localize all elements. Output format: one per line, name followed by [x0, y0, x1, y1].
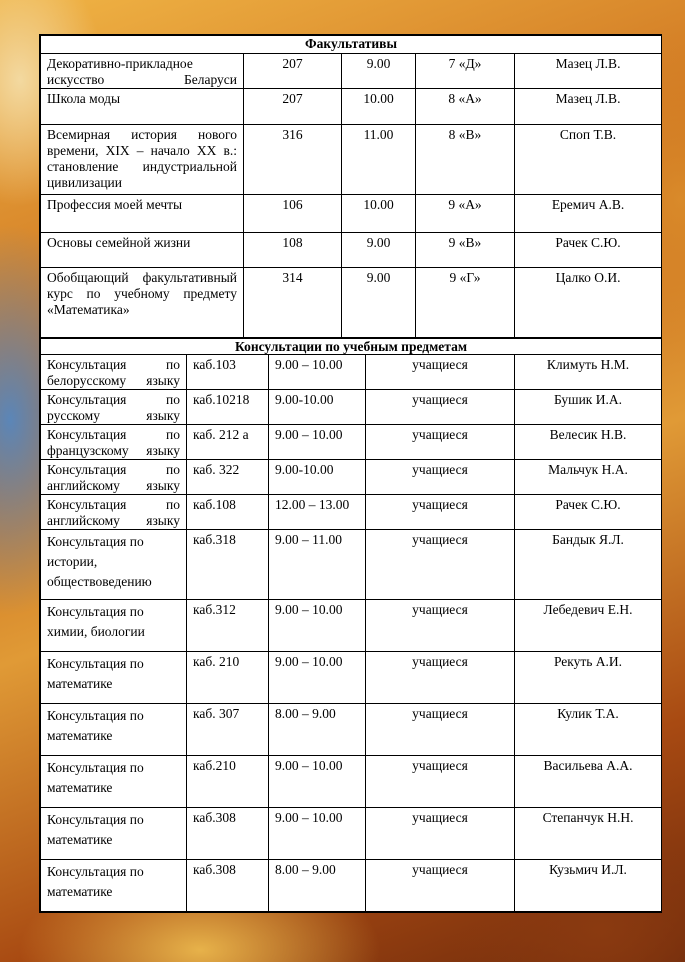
elective-teacher: Еремич А.В. [515, 195, 662, 233]
consultation-teacher: Бандык Я.Л. [515, 530, 662, 600]
table-row [41, 125, 662, 195]
elective-teacher: Мазец Л.В. [515, 54, 662, 89]
elective-teacher: Споп Т.В. [515, 125, 662, 195]
consultation-room: каб.103 [187, 355, 269, 390]
consultations-table [40, 338, 662, 912]
consultation-room: каб.108 [187, 495, 269, 530]
elective-room: 314 [244, 268, 342, 338]
table-row [41, 390, 662, 425]
elective-time: 9.00 [342, 233, 416, 268]
table-row [41, 425, 662, 460]
elective-name: Школа моды [41, 89, 244, 125]
consultation-name: Консультация по математике [41, 860, 187, 912]
electives-title: Факультативы [41, 36, 662, 54]
table-row [41, 530, 662, 600]
consultation-name: Консультация по математике [41, 652, 187, 704]
elective-room: 207 [244, 54, 342, 89]
elective-name: Профессия моей мечты [41, 195, 244, 233]
consultations-title: Консультации по учебным предметам [41, 339, 662, 355]
consultation-teacher: Велесик Н.В. [515, 425, 662, 460]
consultation-time: 9.00 – 10.00 [269, 808, 366, 860]
elective-time: 9.00 [342, 54, 416, 89]
elective-room: 207 [244, 89, 342, 125]
consultation-audience: учащиеся [366, 808, 515, 860]
table-row [41, 54, 662, 89]
consultation-name: Консультация по истории, обществоведению [41, 530, 187, 600]
schedule-sheet [39, 34, 662, 913]
table-row [41, 89, 662, 125]
elective-grade: 9 «Г» [416, 268, 515, 338]
consultation-teacher: Мальчук Н.А. [515, 460, 662, 495]
consultation-name: Консультация по математике [41, 808, 187, 860]
consultation-room: каб.318 [187, 530, 269, 600]
elective-room: 316 [244, 125, 342, 195]
consultation-room: каб.210 [187, 756, 269, 808]
consultation-time: 8.00 – 9.00 [269, 860, 366, 912]
consultation-audience: учащиеся [366, 425, 515, 460]
consultation-room: каб. 210 [187, 652, 269, 704]
consultation-audience: учащиеся [366, 530, 515, 600]
consultation-name: Консультация по математике [41, 756, 187, 808]
consultation-teacher: Рекуть А.И. [515, 652, 662, 704]
electives-table [40, 35, 662, 338]
consultation-time: 9.00 – 10.00 [269, 756, 366, 808]
consultation-room: каб. 307 [187, 704, 269, 756]
consultation-teacher: Васильева А.А. [515, 756, 662, 808]
elective-name: Обобщающий факультативный курс по учебному предмету «Математика» [41, 268, 244, 338]
table-row [41, 195, 662, 233]
consultation-teacher: Бушик И.А. [515, 390, 662, 425]
elective-room: 108 [244, 233, 342, 268]
table-row [41, 808, 662, 860]
elective-teacher: Рачек С.Ю. [515, 233, 662, 268]
consultation-room: каб.312 [187, 600, 269, 652]
table-row [41, 704, 662, 756]
consultation-teacher: Степанчук Н.Н. [515, 808, 662, 860]
consultation-audience: учащиеся [366, 495, 515, 530]
consultation-name: Консультация по белорусскому языку [41, 355, 187, 390]
consultation-name: Консультация по математике [41, 704, 187, 756]
consultation-time: 9.00 – 10.00 [269, 425, 366, 460]
elective-time: 9.00 [342, 268, 416, 338]
consultation-audience: учащиеся [366, 652, 515, 704]
elective-grade: 9 «В» [416, 233, 515, 268]
elective-grade: 7 «Д» [416, 54, 515, 89]
table-row [41, 460, 662, 495]
consultation-name: Консультация по русскому языку [41, 390, 187, 425]
elective-time: 10.00 [342, 195, 416, 233]
consultation-room: каб. 212 а [187, 425, 269, 460]
consultation-room: каб.10218 [187, 390, 269, 425]
consultation-room: каб.308 [187, 860, 269, 912]
consultation-time: 9.00 – 11.00 [269, 530, 366, 600]
consultation-time: 12.00 – 13.00 [269, 495, 366, 530]
consultation-audience: учащиеся [366, 600, 515, 652]
elective-grade: 8 «А» [416, 89, 515, 125]
elective-room: 106 [244, 195, 342, 233]
consultation-name: Консультация по английскому языку [41, 495, 187, 530]
elective-time: 10.00 [342, 89, 416, 125]
table-row [41, 652, 662, 704]
elective-name: Всемирная история нового времени, XIX – начало XX в.: становление индустриальной цивилизации [41, 125, 244, 195]
consultation-name: Консультация по химии, биологии [41, 600, 187, 652]
consultation-name: Консультация по английскому языку [41, 460, 187, 495]
consultation-audience: учащиеся [366, 390, 515, 425]
consultation-time: 9.00 – 10.00 [269, 600, 366, 652]
consultation-name: Консультация по французскому языку [41, 425, 187, 460]
elective-name: Декоративно-прикладное искусство Беларуси [41, 54, 244, 89]
elective-name: Основы семейной жизни [41, 233, 244, 268]
consultation-teacher: Кузьмич И.Л. [515, 860, 662, 912]
elective-grade: 8 «В» [416, 125, 515, 195]
consultation-time: 9.00 – 10.00 [269, 355, 366, 390]
consultation-audience: учащиеся [366, 355, 515, 390]
consultation-time: 8.00 – 9.00 [269, 704, 366, 756]
consultation-teacher: Кулик Т.А. [515, 704, 662, 756]
consultation-teacher: Рачек С.Ю. [515, 495, 662, 530]
consultation-audience: учащиеся [366, 460, 515, 495]
consultation-teacher: Лебедевич Е.Н. [515, 600, 662, 652]
elective-time: 11.00 [342, 125, 416, 195]
consultation-room: каб. 322 [187, 460, 269, 495]
table-row [41, 495, 662, 530]
consultation-time: 9.00 – 10.00 [269, 652, 366, 704]
table-row [41, 756, 662, 808]
table-row [41, 600, 662, 652]
elective-grade: 9 «А» [416, 195, 515, 233]
consultation-audience: учащиеся [366, 756, 515, 808]
table-row [41, 355, 662, 390]
consultation-audience: учащиеся [366, 860, 515, 912]
table-row [41, 860, 662, 912]
consultation-time: 9.00-10.00 [269, 390, 366, 425]
table-row [41, 268, 662, 338]
table-row [41, 233, 662, 268]
elective-teacher: Цалко О.И. [515, 268, 662, 338]
consultation-teacher: Климуть Н.М. [515, 355, 662, 390]
consultation-time: 9.00-10.00 [269, 460, 366, 495]
consultation-room: каб.308 [187, 808, 269, 860]
elective-teacher: Мазец Л.В. [515, 89, 662, 125]
consultation-audience: учащиеся [366, 704, 515, 756]
